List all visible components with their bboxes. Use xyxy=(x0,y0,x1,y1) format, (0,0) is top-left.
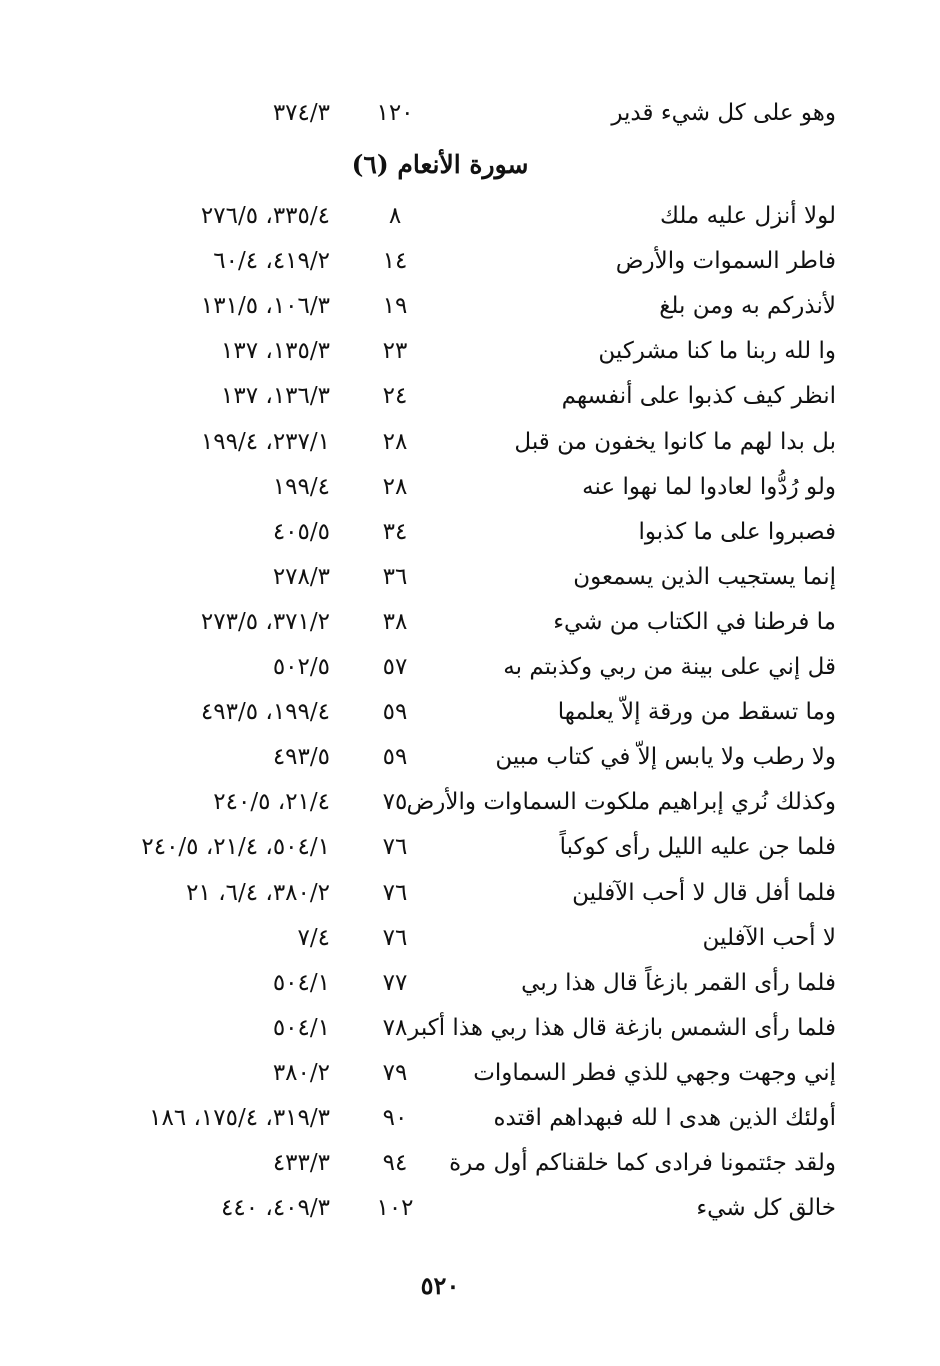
ayah-number: ٩٤ xyxy=(382,1150,408,1176)
volume-page-refs: ٢٧٨/٣ xyxy=(272,564,330,590)
ayah-number: ١٩ xyxy=(382,293,408,319)
verse-text: فلما أفل قال لا أحب الآفلين xyxy=(572,880,836,906)
index-entry-row xyxy=(0,827,940,867)
volume-page-refs: ٥٠٤/١، ٢١/٤، ٢٤٠/٥ xyxy=(141,834,330,860)
volume-page-refs: ٣٧٤/٣ xyxy=(272,100,330,126)
verse-text: ولو رُدُّوا لعادوا لما نهوا عنه xyxy=(582,474,836,500)
verse-text: فاطر السموات والأرض xyxy=(615,248,836,274)
sura-title: سورة الأنعام (٦) xyxy=(351,150,529,179)
ayah-number: ٧٦ xyxy=(382,925,408,951)
ayah-number: ١٤ xyxy=(382,248,408,274)
ayah-number: ٣٤ xyxy=(382,519,408,545)
index-entry-row xyxy=(0,286,940,326)
verse-text: فلما رأى الشمس بازغة قال هذا ربي هذا أكبر xyxy=(408,1015,836,1041)
verse-text: فصبروا على ما كذبوا xyxy=(638,519,836,545)
index-entry-row xyxy=(0,557,940,597)
verse-text: لأنذركم به ومن بلغ xyxy=(659,293,836,319)
verse-text: إني وجهت وجهي للذي فطر السماوات xyxy=(473,1060,836,1086)
ayah-number: ٥٩ xyxy=(382,699,408,725)
index-entry-row xyxy=(0,331,940,371)
index-entry-row xyxy=(0,782,940,822)
index-entry-row xyxy=(0,241,940,281)
volume-page-refs: ٣٨٠/٢، ٦/٤، ٢١ xyxy=(186,880,330,906)
ayah-number: ٢٣ xyxy=(382,338,408,364)
verse-text: وما تسقط من ورقة إلاّ يعلمها xyxy=(557,699,836,725)
volume-page-refs: ١٣٥/٣، ١٣٧ xyxy=(221,338,330,364)
index-entry-row xyxy=(0,918,940,958)
index-entry-row xyxy=(0,467,940,507)
verse-text: وا لله ربنا ما كنا مشركين xyxy=(598,338,836,364)
verse-text: لولا أنزل عليه ملك xyxy=(659,203,836,229)
index-entry-row xyxy=(0,376,940,416)
volume-page-refs: ٤٠٩/٣، ٤٤٠ xyxy=(221,1195,330,1221)
verse-text: ولا رطب ولا يابس إلاّ في كتاب مبين xyxy=(495,744,836,770)
ayah-number: ٧٦ xyxy=(382,880,408,906)
volume-page-refs: ٢١/٤، ٢٤٠/٥ xyxy=(213,789,330,815)
ayah-number: ٢٤ xyxy=(382,383,408,409)
verse-text: فلما رأى القمر بازغاً قال هذا ربي xyxy=(521,970,836,996)
index-entry-row xyxy=(0,647,940,687)
page-number: ٥٢٠ xyxy=(420,1271,460,1300)
verse-text: انظر كيف كذبوا على أنفسهم xyxy=(561,383,836,409)
verse-text: فلما جن عليه الليل رأى كوكباً xyxy=(559,834,836,860)
ayah-number: ٥٧ xyxy=(382,654,408,680)
verse-text: ولقد جئتمونا فرادى كما خلقناكم أول مرة xyxy=(449,1150,836,1176)
volume-page-refs: ٤٩٣/٥ xyxy=(272,744,330,770)
verse-text: بل بدا لهم ما كانوا يخفون من قبل xyxy=(514,429,836,455)
volume-page-refs: ٣١٩/٣، ١٧٥/٤، ١٨٦ xyxy=(149,1105,330,1131)
verse-text: خالق كل شيء xyxy=(696,1195,836,1221)
ayah-number: ٩٠ xyxy=(382,1105,408,1131)
volume-page-refs: ٣٣٥/٤، ٢٧٦/٥ xyxy=(200,203,330,229)
ayah-number: ٣٦ xyxy=(382,564,408,590)
index-entry-row xyxy=(0,873,940,913)
volume-page-refs: ١٩٩/٤، ٤٩٣/٥ xyxy=(200,699,330,725)
verse-text: وكذلك نُري إبراهيم ملكوت السماوات والأرض xyxy=(406,789,836,815)
index-entry-row xyxy=(0,512,940,552)
ayah-number: ٨ xyxy=(388,203,402,229)
verse-text: إنما يستجيب الذين يسمعون xyxy=(573,564,836,590)
index-entry-row xyxy=(0,963,940,1003)
volume-page-refs: ٤٠٥/٥ xyxy=(272,519,330,545)
ayah-number: ٧٧ xyxy=(382,970,408,996)
ayah-number: ١٠٢ xyxy=(376,1195,414,1221)
volume-page-refs: ٣٨٠/٢ xyxy=(272,1060,330,1086)
volume-page-refs: ٣٧١/٢، ٢٧٣/٥ xyxy=(200,609,330,635)
ayah-number: ٢٨ xyxy=(382,429,408,455)
verse-text: ما فرطنا في الكتاب من شيء xyxy=(553,609,836,635)
volume-page-refs: ١٩٩/٤ xyxy=(272,474,330,500)
verse-text: وهو على كل شيء قدير xyxy=(611,100,836,126)
index-entry-row xyxy=(0,1008,940,1048)
index-entry-row xyxy=(0,196,940,236)
index-entry-row xyxy=(0,602,940,642)
verse-text: قل إني على بينة من ربي وكذبتم به xyxy=(503,654,836,680)
volume-page-refs: ١٠٦/٣، ١٣١/٥ xyxy=(200,293,330,319)
ayah-number: ٣٨ xyxy=(382,609,408,635)
index-entry-row xyxy=(0,1143,940,1183)
ayah-number: ٥٩ xyxy=(382,744,408,770)
volume-page-refs: ٧/٤ xyxy=(297,925,330,951)
index-entry-row xyxy=(0,737,940,777)
volume-page-refs: ٤١٩/٢، ٦٠/٤ xyxy=(213,248,330,274)
verse-text: أولئك الذين هدى ا لله فبهداهم اقتده xyxy=(493,1105,836,1131)
ayah-number: ٧٩ xyxy=(382,1060,408,1086)
ayah-number: ٧٨ xyxy=(382,1015,408,1041)
index-entry-row xyxy=(0,1188,940,1228)
index-entry-row xyxy=(0,422,940,462)
volume-page-refs: ٤٣٣/٣ xyxy=(272,1150,330,1176)
index-entry-row xyxy=(0,1053,940,1093)
volume-page-refs: ٥٠٤/١ xyxy=(272,970,330,996)
index-entry-row xyxy=(0,692,940,732)
ayah-number: ٧٥ xyxy=(382,789,408,815)
index-entry-row xyxy=(0,1098,940,1138)
ayah-number: ٢٨ xyxy=(382,474,408,500)
volume-page-refs: ٥٠٤/١ xyxy=(272,1015,330,1041)
volume-page-refs: ٢٣٧/١، ١٩٩/٤ xyxy=(200,429,330,455)
verse-text: لا أحب الآفلين xyxy=(702,925,836,951)
ayah-number: ١٢٠ xyxy=(376,100,414,126)
volume-page-refs: ٥٠٢/٥ xyxy=(272,654,330,680)
ayah-number: ٧٦ xyxy=(382,834,408,860)
top-entry-row xyxy=(0,93,940,133)
volume-page-refs: ١٣٦/٣، ١٣٧ xyxy=(221,383,330,409)
